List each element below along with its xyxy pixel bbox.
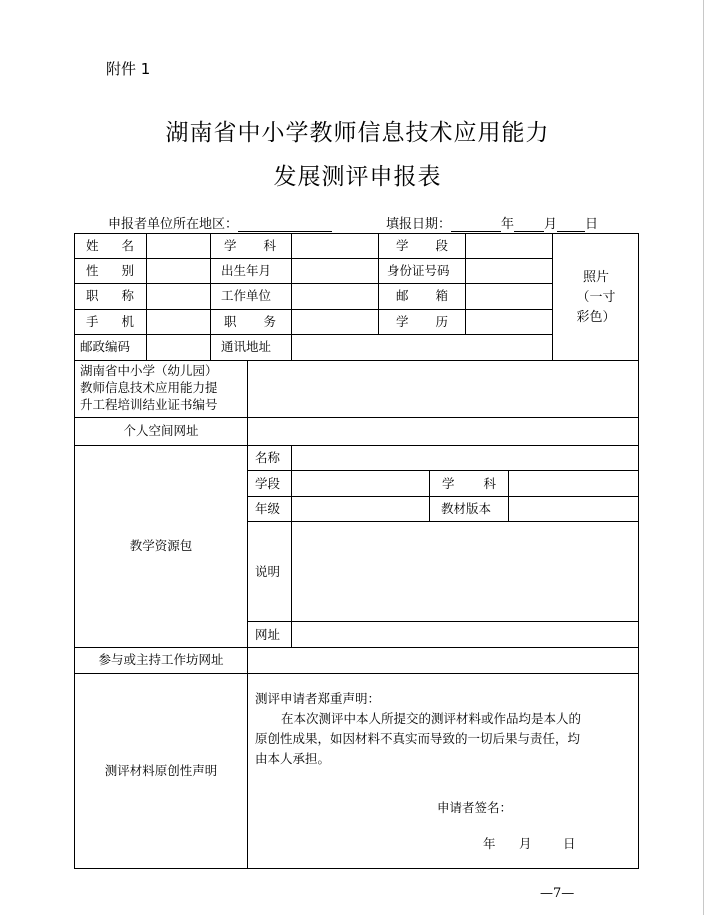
signature-date-day: 日 [563, 836, 576, 851]
subject-label: 学 科 [224, 238, 276, 253]
grid-line [75, 647, 638, 648]
day-unit: 日 [585, 217, 599, 232]
year-blank[interactable] [451, 218, 501, 232]
name-label: 姓 名 [86, 238, 134, 253]
education-label: 学 历 [396, 314, 448, 329]
fill-date-field[interactable] [386, 213, 598, 232]
grid-line [508, 470, 509, 521]
month-unit: 月 [544, 217, 558, 232]
work-unit-label: 工作单位 [221, 288, 272, 303]
region-field[interactable] [108, 213, 332, 232]
fill-date-label: 填报日期： [386, 217, 452, 232]
photo-line-1: 照片 [582, 270, 609, 285]
grid-line [247, 360, 248, 868]
page-number: —7— [540, 886, 575, 901]
resource-grade-label: 年级 [255, 501, 281, 516]
position-label: 职 务 [224, 314, 276, 329]
day-blank[interactable] [557, 218, 585, 232]
workshop-url-label: 参与或主持工作坊网址 [98, 652, 224, 667]
originality-label: 测评材料原创性声明 [104, 763, 218, 778]
year-unit: 年 [501, 217, 515, 232]
grid-line [291, 445, 292, 647]
region-label: 申报者单位所在地区： [108, 217, 239, 232]
photo-box [553, 268, 639, 328]
signature-date-year: 年 [483, 836, 496, 851]
applicant-signature-label: 申请者签名： [437, 800, 513, 815]
grid-line [247, 496, 638, 497]
declaration-heading: 测评申请者郑重声明： [255, 691, 381, 706]
grid-line [378, 234, 379, 335]
certificate-label: 湖南省中小学（幼儿园） 教师信息技术应用能力提 升工程培训结业证书编号 [80, 363, 218, 412]
resource-stage-label: 学段 [255, 476, 281, 491]
grid-line [247, 621, 638, 622]
grid-line [429, 470, 430, 521]
photo-line-2: （一寸 [576, 290, 616, 305]
resource-url-label: 网址 [255, 627, 281, 642]
resource-edition-label: 教材版本 [441, 501, 492, 516]
id-number-label: 身份证号码 [387, 263, 450, 278]
resource-pack-label: 教学资源包 [129, 538, 193, 553]
grid-line [146, 234, 147, 360]
grid-line [75, 445, 638, 446]
grid-line [75, 360, 638, 361]
application-form-table [74, 233, 639, 869]
declaration-body-line-1: 在本次测评中本人所提交的测评材料或作品均是本人的 [281, 711, 582, 726]
region-blank[interactable] [238, 218, 332, 232]
grid-line [75, 673, 638, 674]
grid-line [247, 470, 638, 471]
signature-date-month: 月 [519, 836, 532, 851]
resource-subject-label: 学 科 [442, 476, 496, 491]
grid-line [247, 521, 638, 522]
email-label: 邮 箱 [396, 288, 448, 303]
form-title-line-2: 发展测评申报表 [273, 164, 442, 190]
resource-name-label: 名称 [255, 450, 281, 465]
declaration-body-line-3: 由本人承担。 [255, 751, 331, 766]
grid-line [465, 234, 466, 335]
grid-line [210, 234, 211, 360]
birth-label: 出生年月 [221, 263, 272, 278]
address-label: 通讯地址 [221, 339, 272, 354]
photo-line-3: 彩色） [576, 310, 616, 325]
form-title-line-1: 湖南省中小学教师信息技术应用能力 [165, 120, 550, 146]
grid-line [75, 417, 638, 418]
gender-label: 性 别 [86, 263, 134, 278]
postcode-label: 邮政编码 [80, 339, 131, 354]
personal-space-label: 个人空间网址 [123, 423, 199, 438]
title-rank-label: 职 称 [86, 288, 134, 303]
annex-label: 附件 1 [106, 60, 151, 78]
mobile-label: 手 机 [86, 314, 134, 329]
stage-label: 学 段 [396, 238, 448, 253]
resource-description-label: 说明 [255, 564, 281, 579]
declaration-body-line-2: 原创性成果，如因材料不真实而导致的一切后果与责任，均 [255, 731, 581, 746]
grid-line [291, 234, 292, 360]
month-blank[interactable] [514, 218, 544, 232]
